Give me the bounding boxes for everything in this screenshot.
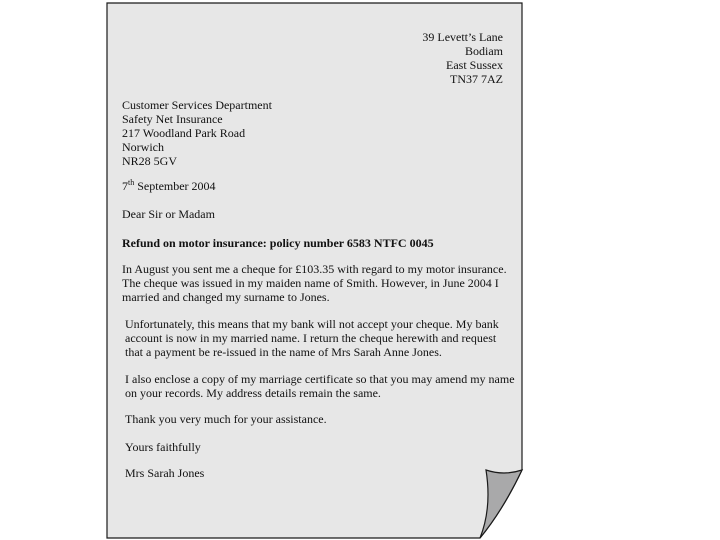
- sender-address-line: TN37 7AZ: [450, 72, 503, 86]
- sender-address-line: 39 Levett’s Lane: [422, 30, 503, 44]
- date-suffix: th: [128, 178, 135, 187]
- sender-address: [422, 30, 503, 86]
- recipient-address-line: Customer Services Department: [122, 98, 272, 112]
- date-day: 7: [122, 179, 128, 193]
- paragraph-4: Thank you very much for your assistance.: [125, 412, 327, 426]
- paragraph-line: In August you sent me a cheque for £103.35 with regard to my motor insurance.: [122, 262, 507, 276]
- recipient-address: [122, 98, 272, 168]
- sender-address-line: Bodiam: [465, 44, 503, 58]
- recipient-address-line: 217 Woodland Park Road: [122, 126, 246, 140]
- paragraph-2: [125, 317, 499, 359]
- paragraph-3: [125, 372, 515, 400]
- letter-date: [122, 179, 216, 193]
- closing: Yours faithfully: [125, 440, 201, 454]
- paragraph-line: married and changed my surname to Jones.: [122, 290, 330, 304]
- recipient-address-line: NR28 5GV: [122, 154, 178, 168]
- salutation: Dear Sir or Madam: [122, 207, 215, 221]
- paragraph-line: account is now in my married name. I return the cheque herewith and request: [125, 331, 497, 345]
- paragraph-line: that a payment be re-issued in the name of Mrs Sarah Anne Jones.: [125, 345, 442, 359]
- recipient-address-line: Safety Net Insurance: [122, 112, 223, 126]
- paragraph-line: on your records. My address details remain the same.: [125, 386, 381, 400]
- paragraph-line: Unfortunately, this means that my bank will not accept your cheque. My bank: [125, 317, 499, 331]
- recipient-address-line: Norwich: [122, 140, 164, 154]
- paragraph-line: I also enclose a copy of my marriage certificate so that you may amend my name: [125, 372, 515, 386]
- subject-line: Refund on motor insurance: policy number 6583 NTFC 0045: [122, 236, 434, 250]
- sender-address-line: East Sussex: [446, 58, 503, 72]
- date-rest: September 2004: [134, 179, 216, 193]
- signature-name: Mrs Sarah Jones: [125, 466, 205, 480]
- paragraph-line: The cheque was issued in my maiden name of Smith. However, in June 2004 I: [122, 276, 499, 290]
- paragraph-1: [122, 262, 507, 304]
